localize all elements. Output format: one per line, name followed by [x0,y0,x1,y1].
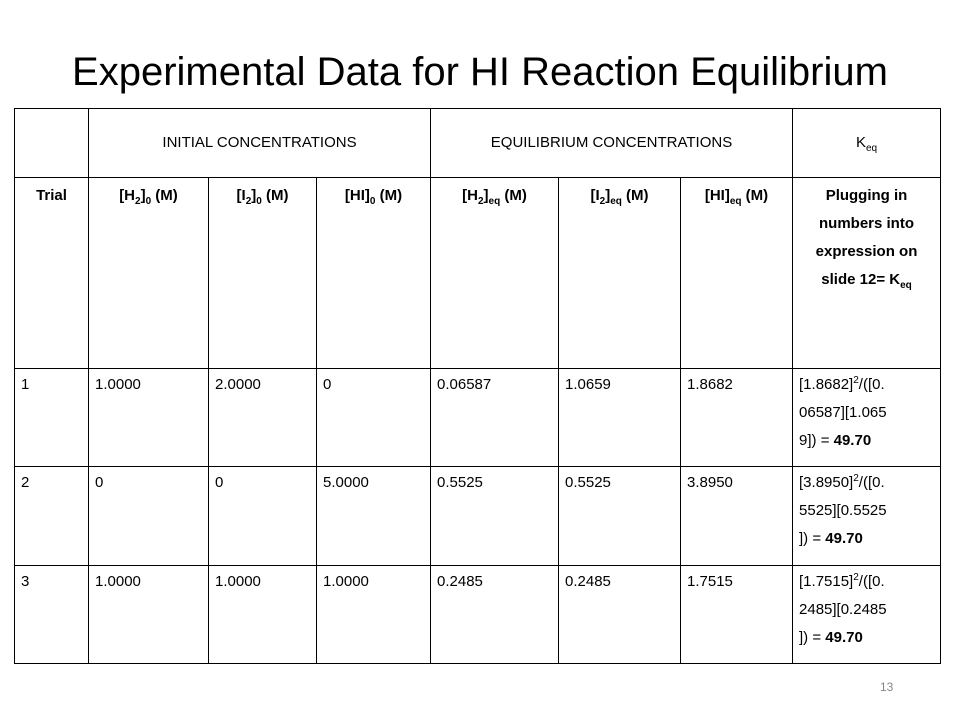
h2-equilibrium-column-header: $[H_2]_{eq}$ (M) [431,177,559,368]
hi-equilibrium-cell: 1.7515 [681,565,793,663]
hi-initial-cell: 1.0000 [317,565,431,663]
hi-initial-cell: 5.0000 [317,467,431,565]
trial-column-header: Trial [15,177,89,368]
hi-initial-column-header: $[HI]_0$ (M) [317,177,431,368]
h2-equilibrium-cell: 0.5525 [431,467,559,565]
keq-calculation-cell: $[3.8950]^2/([0$. 5525][0.5525 ]) = 49.70 [793,467,941,565]
keq-result: 49.70 [825,628,863,646]
equilibrium-data-table [14,108,941,664]
group-header-row [15,109,941,178]
hi-equilibrium-cell: 1.8682 [681,369,793,467]
h2-equilibrium-cell: 0.2485 [431,565,559,663]
empty-corner-cell [15,109,89,178]
table-row [15,369,941,467]
keq-calculation-column-header: Plugging in numbers into expression on slide $12= K_{eq}$ [793,177,941,368]
equilibrium-concentrations-header: EQUILIBRIUM CONCENTRATIONS [431,109,793,178]
h2-equilibrium-cell: 0.06587 [431,369,559,467]
i2-equilibrium-cell: 0.2485 [559,565,681,663]
slide-title: Experimental Data for HI Reaction Equilibrium [72,50,888,94]
keq-result: 49.70 [833,432,872,450]
initial-concentrations-header: INITIAL CONCENTRATIONS [89,109,431,178]
keq-group-header: $K_{eq}$ [793,109,941,178]
i2-equilibrium-column-header: $[I_2]_{eq}$ (M) [559,177,681,368]
hi-initial-cell: 0 [317,369,431,467]
h2-initial-cell: 1.0000 [89,565,209,663]
trial-cell: 1 [15,369,89,467]
keq-calculation-cell: $[1.7515]^2/([0$. 2485][0.2485 ]) = 49.70 [793,565,941,663]
page-number: 13 [880,680,894,694]
hi-equilibrium-cell: 3.8950 [681,467,793,565]
i2-equilibrium-cell: 0.5525 [559,467,681,565]
table-row [15,565,941,663]
hi-equilibrium-column-header: $[HI]_{eq}$ (M) [681,177,793,368]
i2-initial-cell: 0 [209,467,317,565]
i2-initial-column-header: $[I_2]_0$ (M) [209,177,317,368]
keq-result: 49.70 [825,530,863,548]
i2-initial-cell: 1.0000 [209,565,317,663]
h2-initial-cell: 1.0000 [89,369,209,467]
trial-cell: 3 [15,565,89,663]
trial-cell: 2 [15,467,89,565]
table-row [15,467,941,565]
column-header-row [15,177,941,368]
h2-initial-column-header: $[H_2]_0$ (M) [89,177,209,368]
i2-equilibrium-cell: 1.0659 [559,369,681,467]
i2-initial-cell: 2.0000 [209,369,317,467]
keq-calculation-cell: $[1.8682]^2/([0$. 06587][1.065 9]) = 49.70 [793,369,941,467]
h2-initial-cell: 0 [89,467,209,565]
